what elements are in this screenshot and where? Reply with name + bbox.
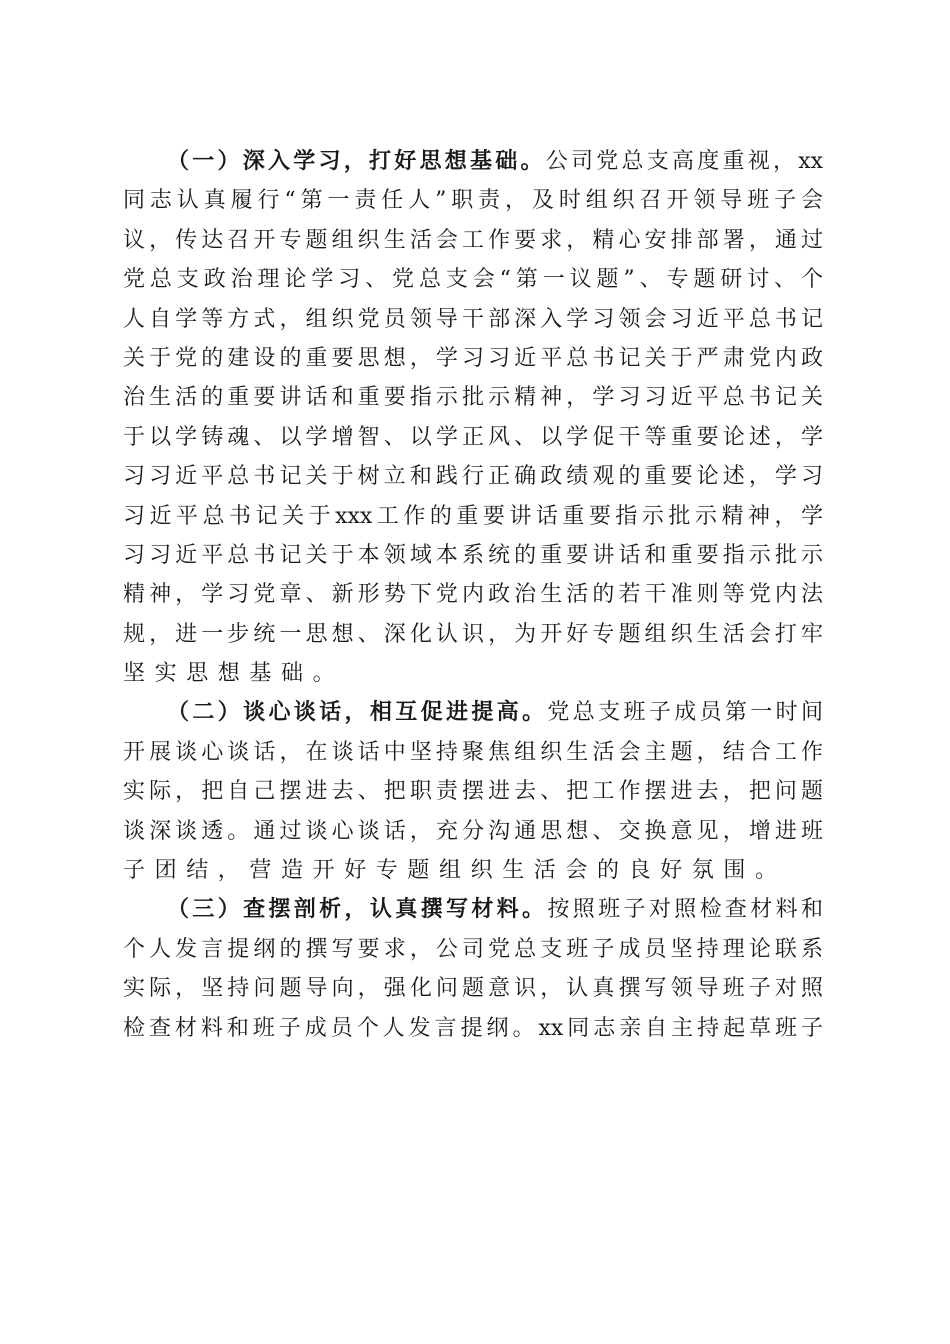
paragraph-2 [123,693,823,890]
paragraph-3-line-1 [123,890,823,929]
paragraph-1-heading: （一）深入学习，打好思想基础。 [167,148,546,174]
paragraph-2-line-1 [123,693,823,732]
paragraph-2-line-3: 实际，把自己摆进去、把职责摆进去、把工作摆进去，把问题 [123,779,823,805]
paragraph-1-line-8: 于以学铸魂、以学增智、以学正风、以学促干等重要论述，学 [123,424,823,450]
paragraph-1-line-14: 坚实思想基础。 [123,661,345,687]
paragraph-2-line-2: 开展谈心谈话，在谈话中坚持聚焦组织生活会主题，结合工作 [123,739,823,765]
paragraph-1-line-11: 习习近平总书记关于本领域本系统的重要讲话和重要指示批示 [123,542,823,568]
paragraph-1-line-2: 同志认真履行“第一责任人”职责，及时组织召开领导班子会 [123,188,823,214]
paragraph-1-line-3: 议，传达召开专题组织生活会工作要求，精心安排部署，通过 [123,227,823,253]
paragraph-1-first-line-rest: 公司党总支高度重视，xx [545,149,823,174]
paragraph-1-line-4: 党总支政治理论学习、党总支会“第一议题”、专题研讨、个 [123,267,823,293]
paragraph-2-first-line-rest: 党总支班子成员第一时间 [547,700,823,726]
paragraph-3-line-4: 检查材料和班子成员个人发言提纲。xx同志亲自主持起草班子 [123,1015,823,1041]
paragraph-1-line-6: 关于党的建设的重要思想，学习习近平总书记关于严肃党内政 [123,345,823,371]
paragraph-2-heading: （二）谈心谈话，相互促进提高。 [167,699,548,726]
paragraph-3-heading: （三）查摆剖析，认真撰写材料。 [167,896,548,923]
paragraph-2-line-4: 谈深谈透。通过谈心谈话，充分沟通思想、交换意见，增进班 [123,818,823,844]
paragraph-1-line-12: 精神，学习党章、新形势下党内政治生活的若干准则等党内法 [123,582,823,608]
paragraph-1 [123,142,823,693]
document-page [123,142,823,1048]
paragraph-2-line-5: 子团结，营造开好专题组织生活会的良好氛围。 [123,858,787,884]
paragraph-3-first-line-rest: 按照班子对照检查材料和 [547,897,823,923]
paragraph-3-line-2: 个人发言提纲的撰写要求，公司党总支班子成员坚持理论联系 [123,936,823,962]
paragraph-1-line-9: 习习近平总书记关于树立和践行正确政绩观的重要论述，学习 [123,464,823,490]
paragraph-1-line-13: 规，进一步统一思想、深化认识，为开好专题组织生活会打牢 [123,621,823,647]
paragraph-1-line-1 [123,142,823,181]
paragraph-3-line-3: 实际，坚持问题导向，强化问题意识，认真撰写领导班子对照 [123,976,823,1002]
paragraph-1-line-7: 治生活的重要讲话和重要指示批示精神，学习习近平总书记关 [123,385,823,411]
paragraph-1-line-10: 习近平总书记关于xxx工作的重要讲话重要指示批示精神，学 [123,503,823,529]
paragraph-3 [123,890,823,1048]
paragraph-1-line-5: 人自学等方式，组织党员领导干部深入学习领会习近平总书记 [123,306,823,332]
